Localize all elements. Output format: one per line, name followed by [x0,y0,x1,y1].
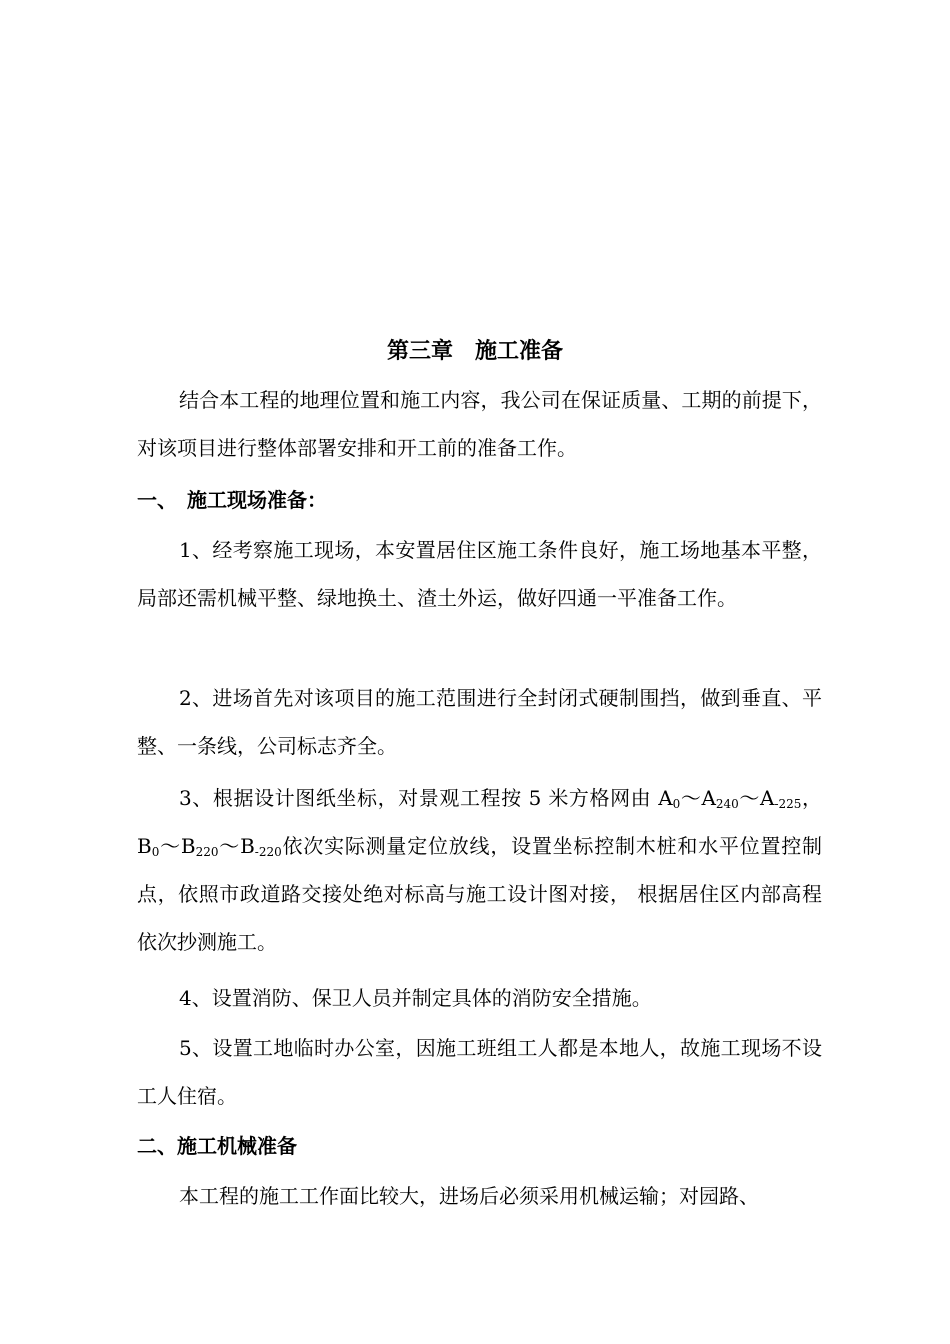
item3-text-2: ～A [680,786,716,810]
section1-item4: 4、设置消防、保卫人员并制定具体的消防安全措施。 [179,986,652,1010]
chapter-title: 第三章 施工准备 [386,339,563,364]
section1-heading: 一、 施工现场准备： [137,488,327,512]
item3-text-5: ～B [159,834,196,858]
section1-item1: 1、经考察施工现场，本安置居住区施工条件良好，施工场地基本平整，局部还需机械平整、绿地换土、渣土外运，做好四通一平准备工作。 [137,538,822,610]
item3-sub-4: 0 [151,845,160,859]
item3-sub-6: -220 [254,845,282,859]
item3-sub-2: 240 [715,797,739,811]
item3-sub-5: 220 [195,845,219,859]
item3-sub-1: 0 [672,797,681,811]
section2-heading: 二、施工机械准备 [137,1134,297,1158]
item3-text-6: ～B [218,834,255,858]
item3-text-4: ，B [137,786,822,858]
item3-sub-3: -225 [774,797,802,811]
section1-item5: 5、设置工地临时办公室，因施工班组工人都是本地人，故施工现场不设工人住宿。 [137,1036,822,1108]
section2-paragraph: 本工程的施工工作面比较大，进场后必须采用机械运输；对园路、 [179,1184,759,1208]
intro-paragraph: 结合本工程的地理位置和施工内容，我公司在保证质量、工期的前提下，对该项目进行整体部署安排和开工前的准备工作。 [137,388,822,460]
item3-text-3: ～A [738,786,775,810]
item3-text-7: 依次实际测量定位放线，设置坐标控制木桩和水平位置控制点，依照市政道路交接处绝对标高与施工设计图对接， 根据居住区内部高程依次抄测施工。 [137,834,823,954]
section1-item3 [137,774,822,966]
section1-item2: 2、进场首先对该项目的施工范围进行全封闭式硬制围挡，做到垂直、平整、一条线，公司标志齐全。 [137,686,822,758]
item3-text-1: 3、根据设计图纸坐标，对景观工程按 5 米方格网由 A [179,786,673,810]
